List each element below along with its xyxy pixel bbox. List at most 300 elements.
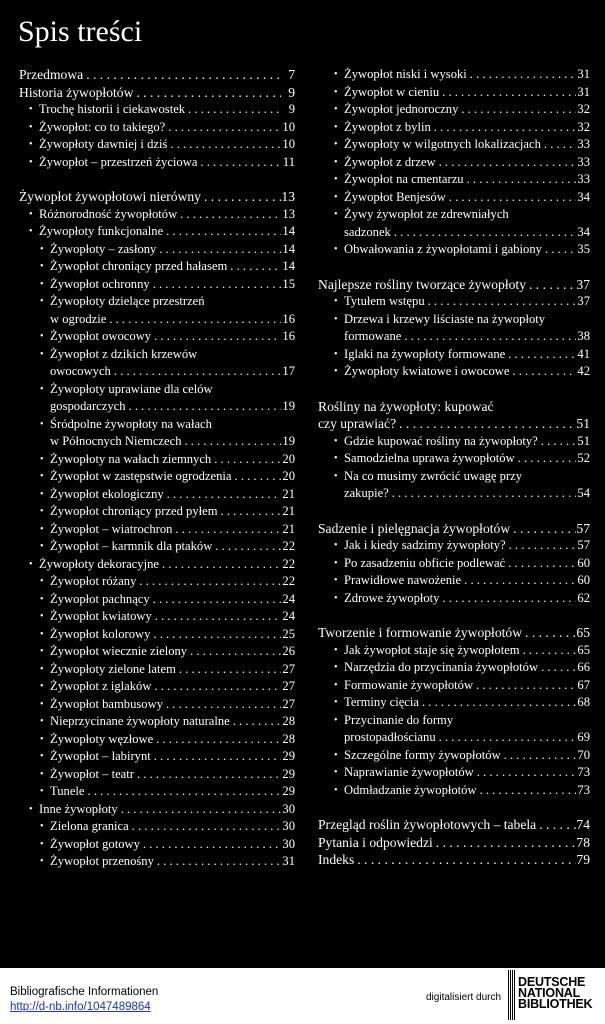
toc-dot-leader xyxy=(509,363,576,381)
toc-entry xyxy=(19,223,295,241)
toc-page-number: 13 xyxy=(281,189,295,204)
toc-entry xyxy=(318,206,590,224)
toc-page-number: 35 xyxy=(577,242,590,256)
toc-dot-leader xyxy=(212,538,281,556)
toc-entry xyxy=(318,363,590,381)
toc-entry xyxy=(318,642,590,660)
toc-page-number: 16 xyxy=(282,329,295,343)
toc-page-number: 74 xyxy=(576,817,590,832)
toc-entry-title: • Żywopłot na cmentarzu xyxy=(344,172,464,186)
toc-entry-title: • Żywopłot jednoroczny xyxy=(344,102,459,116)
toc-entry-title: • Żywopłot chroniący przed hałasem xyxy=(50,259,228,273)
toc-dot-leader xyxy=(136,573,281,591)
toc-page-number: 7 xyxy=(288,67,295,82)
toc-page-number: 22 xyxy=(282,556,295,571)
toc-page-number: 28 xyxy=(282,714,295,728)
toc-entry-title: w Północnych Niemczech xyxy=(50,434,182,448)
toc-entry-title: • Jak żywopłot staje się żywopłotem xyxy=(344,642,520,657)
toc-list-right xyxy=(318,66,590,869)
toc-page-number: 20 xyxy=(282,469,295,483)
toc-page-number: 33 xyxy=(577,137,590,151)
toc-entry-title: Pytania i odpowiedzi xyxy=(318,834,433,850)
toc-dot-leader xyxy=(354,851,576,869)
toc-entry-title: • Żywopłot z bylin xyxy=(344,119,431,134)
dnb-logo-bars-icon xyxy=(508,970,516,1020)
toc-entry xyxy=(19,154,295,172)
toc-page-number: 16 xyxy=(282,311,295,326)
toc-dot-leader xyxy=(163,696,281,714)
toc-dot-leader xyxy=(211,451,281,469)
toc-page-number: 31 xyxy=(577,67,590,81)
toc-entry xyxy=(19,626,295,644)
toc-entry-title: • Formowanie żywopłotów xyxy=(344,677,474,692)
toc-dot-leader xyxy=(111,363,281,381)
toc-page-number: 9 xyxy=(288,102,295,116)
toc-entry-title: • Narzędzia do przycinania żywopłotów xyxy=(344,660,539,674)
toc-dot-leader xyxy=(401,328,576,346)
toc-dot-leader xyxy=(501,747,576,765)
toc-page-number: 21 xyxy=(282,504,295,518)
toc-page-number: 51 xyxy=(576,416,590,431)
toc-entry xyxy=(19,801,295,819)
toc-dot-leader xyxy=(150,591,281,609)
toc-entry xyxy=(19,696,295,714)
toc-entry-title: • Zdrowe żywopłoty xyxy=(344,590,440,605)
toc-dot-leader xyxy=(176,661,281,679)
toc-dot-leader xyxy=(431,119,576,137)
toc-entry-title: • Po zasadzeniu obficie podlewać xyxy=(344,555,506,570)
toc-entry xyxy=(19,766,295,784)
toc-entry-title: • Prawidłowe nawożenie xyxy=(344,573,462,587)
toc-entry xyxy=(318,66,590,84)
toc-dot-leader xyxy=(474,764,576,782)
toc-dot-leader xyxy=(510,520,576,538)
toc-entry xyxy=(19,818,295,836)
toc-page-number: 65 xyxy=(577,642,590,657)
toc-entry xyxy=(19,416,295,434)
toc-entry xyxy=(19,713,295,731)
page-title: Spis treści xyxy=(18,15,143,48)
toc-entry xyxy=(318,415,590,433)
toc-dot-leader xyxy=(167,136,281,154)
toc-entry xyxy=(19,486,295,504)
toc-dot-leader xyxy=(227,258,281,276)
toc-page-number: 69 xyxy=(577,730,590,744)
toc-entry-title: • Żywopłot – teatr xyxy=(50,766,134,781)
toc-entry-title: • Żywopłot ekologiczny xyxy=(50,486,164,501)
toc-entry-title: • Żywopłot gotowy xyxy=(50,836,140,851)
toc-entry xyxy=(318,398,590,416)
toc-page-number: 22 xyxy=(282,574,295,588)
toc-entry xyxy=(318,677,590,695)
toc-entry xyxy=(318,834,590,852)
toc-page-number: 14 xyxy=(282,241,295,256)
toc-page-number: 68 xyxy=(577,695,590,709)
toc-dot-leader xyxy=(458,101,576,119)
toc-list-left xyxy=(19,66,295,871)
toc-entry xyxy=(19,661,295,679)
toc-dot-leader xyxy=(85,783,281,801)
digitized-by-label: digitalisiert durch xyxy=(426,992,502,1003)
toc-entry xyxy=(19,119,295,137)
toc-dot-leader xyxy=(153,731,281,749)
toc-entry xyxy=(19,836,295,854)
toc-page-number: 31 xyxy=(577,84,590,99)
toc-page-number: 34 xyxy=(577,224,590,239)
toc-page-number: 27 xyxy=(282,696,295,711)
toc-entry xyxy=(318,293,590,311)
dnb-footer xyxy=(0,968,605,1024)
toc-dot-leader xyxy=(526,276,576,294)
toc-entry xyxy=(318,433,590,451)
toc-entry xyxy=(318,520,590,538)
toc-entry-title: • Żywopłot: co to takiego? xyxy=(39,119,166,134)
toc-entry xyxy=(19,433,295,451)
toc-entry-title: • Żywopłot kwiatowy xyxy=(50,609,152,623)
toc-entry-title: Rośliny na żywopłoty: kupować xyxy=(318,398,494,414)
toc-entry-title: • Żywopłoty węzłowe xyxy=(50,731,154,746)
toc-page-number: 27 xyxy=(282,679,295,693)
toc-dot-leader xyxy=(391,224,576,242)
toc-entry-title: • Żywopłoty na wałach ziemnych xyxy=(50,451,212,466)
toc-entry xyxy=(318,624,590,642)
toc-entry-title: • Żywopłot w zastępstwie ogrodzenia xyxy=(50,469,232,483)
toc-entry-title: • Żywopłoty uprawiane dla celów xyxy=(50,381,213,396)
toc-entry xyxy=(19,328,295,346)
toc-entry-title: • Terminy cięcia xyxy=(344,695,419,709)
toc-entry xyxy=(318,468,590,486)
toc-entry xyxy=(318,189,590,207)
toc-entry xyxy=(318,782,590,800)
toc-page-number: 70 xyxy=(577,747,590,762)
toc-entry xyxy=(19,783,295,801)
toc-entry-title: • Żywopłoty funkcjonalne xyxy=(39,224,164,238)
dnb-logo-text xyxy=(518,977,592,1010)
toc-dot-leader xyxy=(164,486,281,504)
toc-entry xyxy=(318,450,590,468)
toc-entry-title: • Żywopłot różany xyxy=(50,574,137,588)
toc-dot-leader xyxy=(151,678,281,696)
toc-entry xyxy=(19,84,295,102)
toc-page-number: 24 xyxy=(282,609,295,623)
toc-entry-title: • Żywopłoty w wilgotnych lokalizacjach xyxy=(344,137,541,151)
toc-page-number: 60 xyxy=(577,555,590,570)
toc-entry xyxy=(318,136,590,154)
toc-entry xyxy=(19,451,295,469)
toc-page-number: 57 xyxy=(576,520,590,536)
toc-page-number: 9 xyxy=(288,84,295,100)
dnb-logo-line: NATIONAL xyxy=(518,986,581,1000)
toc-page-number: 41 xyxy=(577,346,590,361)
toc-entry xyxy=(19,258,295,276)
toc-entry-title: Przedmowa xyxy=(19,67,84,82)
toc-page-number: 27 xyxy=(282,661,295,676)
toc-entry-title: • Żywy żywopłot ze zdrewniałych xyxy=(344,207,509,221)
toc-page-number: 37 xyxy=(576,276,590,292)
toc-page-number: 32 xyxy=(577,119,590,134)
toc-entry-title: Tworzenie i formowanie żywopłotów xyxy=(318,625,523,640)
toc-entry-title: prostopadłościanu xyxy=(344,730,436,744)
toc-dot-leader xyxy=(182,433,282,451)
toc-dot-leader xyxy=(473,677,576,695)
toc-page-number: 11 xyxy=(282,154,295,169)
toc-entry-title: Przegląd roślin żywopłotowych – tabela xyxy=(318,817,537,832)
toc-entry-title: • Żywopłoty dzielące przestrzeń xyxy=(50,294,205,308)
toc-dot-leader xyxy=(232,468,281,486)
toc-page-number: 51 xyxy=(577,433,590,448)
toc-page-number: 57 xyxy=(577,538,590,552)
toc-dot-leader xyxy=(505,346,576,364)
toc-dot-leader xyxy=(172,521,281,539)
toc-entry xyxy=(19,101,295,119)
toc-entry xyxy=(318,84,590,102)
toc-entry-title: • Tunele xyxy=(50,784,85,798)
toc-page-number: 79 xyxy=(576,852,590,867)
toc-entry xyxy=(19,398,295,416)
toc-dot-leader xyxy=(177,206,281,224)
toc-dot-leader xyxy=(464,171,576,189)
toc-dot-leader xyxy=(396,415,576,433)
toc-dot-leader xyxy=(433,834,576,852)
toc-page-number: 22 xyxy=(282,539,295,553)
toc-entry-title: • Obwałowania z żywopłotami i gabiony xyxy=(344,242,542,256)
toc-page-number: 26 xyxy=(282,644,295,658)
dnb-logo-line: DEUTSCHE xyxy=(518,975,586,989)
toc-entry-title: Historia żywopłotów xyxy=(19,84,134,100)
toc-dot-leader xyxy=(83,66,281,84)
toc-entry xyxy=(318,276,590,294)
toc-entry xyxy=(19,538,295,556)
toc-entry xyxy=(318,241,590,259)
toc-dot-leader xyxy=(439,84,576,102)
toc-dot-leader xyxy=(230,713,281,731)
toc-dot-leader xyxy=(129,818,281,836)
toc-page-number: 38 xyxy=(577,329,590,343)
toc-page-number: 13 xyxy=(282,206,295,221)
toc-dot-leader xyxy=(187,643,281,661)
toc-page-number: 30 xyxy=(282,836,295,851)
toc-page-number: 14 xyxy=(282,224,295,238)
toc-entry xyxy=(19,608,295,626)
toc-page-number: 62 xyxy=(577,590,590,605)
toc-entry-title: • Śródpolne żywopłoty na wałach xyxy=(50,416,212,431)
toc-dot-leader xyxy=(163,223,281,241)
toc-entry-title: Żywopłot żywopłotowi nierówny xyxy=(19,189,201,204)
toc-entry-title: • Żywopłoty – zasłony xyxy=(50,241,157,256)
toc-dot-leader xyxy=(165,119,281,137)
toc-entry xyxy=(318,816,590,834)
toc-entry xyxy=(19,66,295,84)
dnb-logo xyxy=(508,970,600,1020)
toc-column-left xyxy=(19,66,295,871)
toc-entry-title: w ogrodzie xyxy=(50,311,107,326)
toc-entry-title: • Żywopłot – labirynt xyxy=(50,749,151,763)
toc-page-number: 10 xyxy=(282,137,295,151)
toc-entry-title: • Żywopłot – karmnik dla ptaków xyxy=(50,539,213,553)
toc-dot-leader xyxy=(106,311,281,329)
toc-entry xyxy=(318,346,590,364)
toc-entry xyxy=(318,101,590,119)
toc-entry xyxy=(19,643,295,661)
toc-page-number: 78 xyxy=(576,834,590,850)
toc-page-number: 37 xyxy=(577,294,590,308)
toc-entry xyxy=(318,694,590,712)
toc-entry xyxy=(19,573,295,591)
toc-entry xyxy=(318,328,590,346)
toc-page-number: 14 xyxy=(282,259,295,273)
toc-dot-leader xyxy=(185,101,281,119)
toc-entry xyxy=(19,468,295,486)
biblio-label: Bibliografische Informationen xyxy=(10,986,159,998)
toc-dot-leader xyxy=(439,590,576,608)
toc-entry-title: • Żywopłot niski i wysoki xyxy=(344,67,467,81)
toc-entry xyxy=(318,485,590,503)
toc-entry-title: • Trochę historii i ciekawostek xyxy=(39,102,186,116)
toc-dot-leader xyxy=(151,328,281,346)
toc-dot-leader xyxy=(126,398,281,416)
toc-entry-title: • Żywopłot chroniący przed pyłem xyxy=(50,504,218,518)
toc-page-number: 29 xyxy=(282,766,295,781)
toc-dot-leader xyxy=(140,836,281,854)
toc-entry-title: • Żywopłot wiecznie zielony xyxy=(50,644,188,658)
toc-entry xyxy=(318,747,590,765)
toc-entry xyxy=(19,731,295,749)
bibliographic-info xyxy=(10,985,158,1015)
toc-page-number: 73 xyxy=(577,765,590,779)
toc-entry-title: • Iglaki na żywopłoty formowane xyxy=(344,346,506,361)
toc-entry-title: • Żywopłot – przestrzeń życiowa xyxy=(39,154,198,169)
toc-page-number: 42 xyxy=(577,364,590,378)
toc-entry-title: gospodarczych xyxy=(50,399,126,413)
toc-entry-title: • Żywopłot owocowy xyxy=(50,329,152,343)
biblio-link[interactable]: http://d-nb.info/1047489864 xyxy=(10,1001,151,1013)
toc-dot-leader xyxy=(536,816,576,834)
toc-entry-title: sadzonek xyxy=(344,224,391,239)
toc-dot-leader xyxy=(446,189,576,207)
toc-page-number: 30 xyxy=(282,801,295,816)
toc-entry-title: • Żywopłot z iglaków xyxy=(50,679,152,693)
toc-entry-title: • Odmładzanie żywopłotów xyxy=(344,782,477,797)
toc-page-number: 29 xyxy=(282,749,295,763)
toc-entry-title: • Nieprzycinane żywopłoty naturalne xyxy=(50,714,230,728)
toc-dot-leader xyxy=(522,624,576,642)
toc-dot-leader xyxy=(134,766,281,784)
toc-page-number: 21 xyxy=(282,486,295,501)
toc-page-number: 65 xyxy=(576,625,590,640)
toc-entry-title: formowane xyxy=(344,329,402,343)
toc-entry-title: • Żywopłot ochronny xyxy=(50,276,150,291)
toc-page-number: 28 xyxy=(282,731,295,746)
toc-page-number: 33 xyxy=(577,172,590,186)
toc-entry xyxy=(318,537,590,555)
toc-entry-title: • Żywopłoty dawniej i dziś xyxy=(39,137,168,151)
toc-dot-leader xyxy=(150,626,281,644)
toc-dot-leader xyxy=(425,293,576,311)
toc-page-number: 60 xyxy=(577,573,590,587)
toc-dot-leader xyxy=(538,659,576,677)
toc-page-number: 73 xyxy=(577,782,590,797)
toc-page-number: 10 xyxy=(282,119,295,134)
toc-dot-leader xyxy=(461,572,576,590)
toc-entry-title: • Żywopłoty kwiatowe i owocowe xyxy=(344,364,510,378)
toc-entry-title: • Zielona granica xyxy=(50,819,129,833)
toc-entry-title: • Żywopłot bambusowy xyxy=(50,696,163,711)
toc-entry-title: Najlepsze rośliny tworzące żywopłoty xyxy=(318,276,526,292)
toc-page-number: 67 xyxy=(577,677,590,692)
toc-dot-leader xyxy=(389,485,576,503)
toc-dot-leader xyxy=(151,748,281,766)
toc-entry xyxy=(318,659,590,677)
toc-page-number: 15 xyxy=(282,276,295,291)
toc-page-number: 19 xyxy=(282,434,295,448)
toc-dot-leader xyxy=(218,503,281,521)
toc-entry xyxy=(19,748,295,766)
toc-entry xyxy=(19,346,295,364)
toc-dot-leader xyxy=(154,853,281,871)
toc-page-number: 30 xyxy=(282,819,295,833)
toc-page-number: 21 xyxy=(282,521,295,536)
toc-entry-title: czy uprawiać? xyxy=(318,416,397,431)
toc-entry-title: Sadzenie i pielęgnacja żywopłotów xyxy=(318,520,511,536)
toc-dot-leader xyxy=(505,555,576,573)
toc-entry xyxy=(19,503,295,521)
toc-page-number: 17 xyxy=(282,364,295,378)
toc-entry-title: • Jak i kiedy sadzimy żywopłoty? xyxy=(344,538,506,552)
toc-column-right xyxy=(318,66,590,869)
toc-entry-title: • Tytułem wstępu xyxy=(344,294,425,308)
toc-entry xyxy=(19,381,295,399)
toc-page-number: 20 xyxy=(282,451,295,466)
toc-page-number: 32 xyxy=(577,102,590,116)
toc-entry xyxy=(318,119,590,137)
toc-page-number: 24 xyxy=(282,591,295,606)
toc-entry-title: • Żywopłoty dekoracyjne xyxy=(39,556,159,571)
toc-entry-title: • Gdzie kupować rośliny na żywopłoty? xyxy=(344,433,538,448)
toc-entry xyxy=(19,521,295,539)
toc-entry xyxy=(318,171,590,189)
toc-page-number: 19 xyxy=(282,399,295,413)
toc-entry-title: Indeks xyxy=(318,852,355,867)
toc-entry xyxy=(19,853,295,871)
toc-entry xyxy=(318,154,590,172)
dnb-logo-line: BIBLIOTHEK xyxy=(518,997,593,1011)
toc-dot-leader xyxy=(201,188,281,206)
toc-dot-leader xyxy=(477,782,576,800)
toc-dot-leader xyxy=(515,450,576,468)
toc-dot-leader xyxy=(152,608,281,626)
toc-entry xyxy=(318,311,590,329)
toc-entry xyxy=(318,764,590,782)
toc-dot-leader xyxy=(436,729,576,747)
toc-entry-title: • Naprawianie żywopłotów xyxy=(344,765,474,779)
toc-page-number: 66 xyxy=(577,660,590,674)
toc-entry-title: • Inne żywopłoty xyxy=(39,801,118,816)
toc-entry xyxy=(19,556,295,574)
toc-page-number: 33 xyxy=(577,154,590,169)
toc-entry xyxy=(318,729,590,747)
toc-entry xyxy=(318,851,590,869)
toc-entry-title: • Żywopłot z dzikich krzewów xyxy=(50,346,198,361)
toc-entry xyxy=(19,136,295,154)
toc-entry xyxy=(19,678,295,696)
toc-page-number: 54 xyxy=(577,486,590,500)
toc-dot-leader xyxy=(419,694,576,712)
toc-dot-leader xyxy=(520,642,576,660)
toc-entry-title: • Żywopłot w cieniu xyxy=(344,84,440,99)
toc-entry-title: • Przycinanie do formy xyxy=(344,712,454,727)
toc-entry-title: • Na co musimy zwrócić uwagę przy xyxy=(344,468,522,483)
toc-entry xyxy=(19,241,295,259)
